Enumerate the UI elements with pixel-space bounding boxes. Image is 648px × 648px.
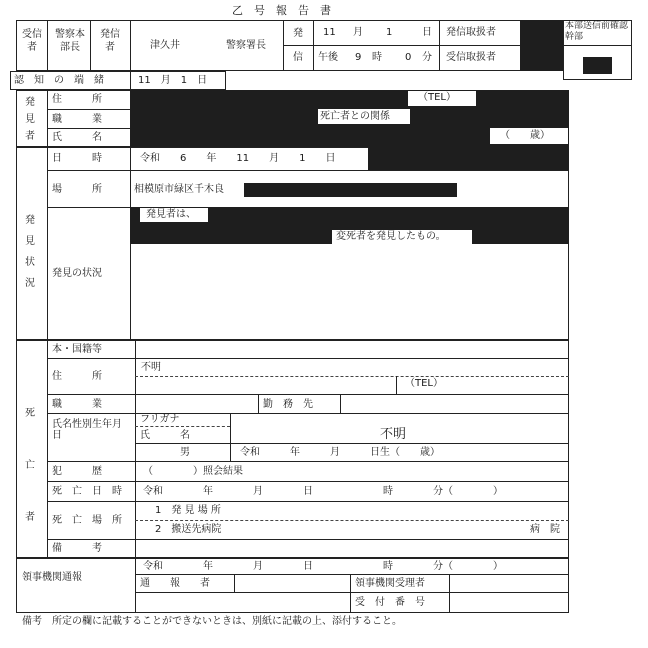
shin-label: 信 bbox=[293, 52, 303, 63]
deceased-name-value: 不明 bbox=[380, 427, 407, 442]
sender-label: 発信者 bbox=[100, 29, 120, 53]
deceased-address-label: 住 所 bbox=[52, 371, 102, 382]
record-value: （ ）照会結果 bbox=[143, 466, 243, 477]
send-pm: 午後 bbox=[318, 52, 338, 63]
situation-section-label: 発見状況 bbox=[25, 215, 35, 289]
hospital-label: 病 院 bbox=[530, 524, 560, 535]
send-hour: 9 bbox=[355, 52, 362, 63]
hatsu-label: 発 bbox=[293, 28, 303, 39]
consulate-datetime: 令和 年 月 日 時 分（ ） bbox=[143, 561, 503, 572]
deceased-address-value: 不明 bbox=[141, 362, 161, 373]
death-time-value: 令和 年 月 日 時 分（ ） bbox=[143, 486, 503, 497]
hq-stamp-redaction bbox=[583, 57, 612, 74]
record-label: 犯 歴 bbox=[52, 466, 102, 477]
situation-datetime: 令和 6 年 11 月 1 日 bbox=[140, 153, 336, 164]
police-hq-label: 警察本部長 bbox=[55, 29, 85, 53]
discoverer-address-label: 住 所 bbox=[52, 94, 102, 105]
remarks-label: 備 考 bbox=[52, 543, 102, 554]
discoverer-age: （ 歳） bbox=[500, 130, 550, 141]
consulate-reporter-label: 通 報 者 bbox=[140, 578, 210, 589]
consulate-receiver-label: 領事機関受理者 bbox=[355, 578, 425, 589]
send-day: 1 bbox=[386, 27, 393, 38]
death-time-label: 死 亡 日 時 bbox=[52, 486, 122, 497]
discoverer-relation: 死亡者との関係 bbox=[320, 111, 390, 122]
footnote: 備考 所定の欄に記載することができないときは、別紙に記載の上、添付すること。 bbox=[22, 616, 402, 627]
deceased-name-label: 氏 名 bbox=[140, 430, 190, 441]
document-title: 乙 号 報 告 書 bbox=[232, 4, 331, 17]
situation-place-label: 場 所 bbox=[52, 184, 102, 195]
send-month: 11 bbox=[323, 27, 336, 38]
deceased-sex: 男 bbox=[180, 447, 190, 458]
discoverer-tel: （TEL） bbox=[418, 92, 456, 103]
death-place-label: 死 亡 場 所 bbox=[52, 515, 122, 526]
police-chief-label: 警察署長 bbox=[226, 40, 266, 51]
deceased-name-block-label: 氏名性別生年月日 bbox=[52, 419, 122, 441]
deceased-domicile-label: 本・国籍等 bbox=[52, 344, 102, 355]
send-hour-unit: 時 bbox=[372, 52, 382, 63]
send-handler-label: 発信取扱者 bbox=[446, 27, 496, 38]
situation-detail-line2: 変死者を発見したもの。 bbox=[336, 231, 446, 242]
deceased-section-label: 死亡者 bbox=[25, 408, 35, 523]
deceased-tel: （TEL） bbox=[405, 378, 443, 389]
situation-detail-line1: 発見者は、 bbox=[146, 209, 196, 220]
send-day-unit: 日 bbox=[422, 27, 432, 38]
place-redaction bbox=[244, 183, 457, 197]
send-min-unit: 分 bbox=[422, 52, 432, 63]
receiver-label: 受信者 bbox=[22, 29, 42, 53]
death-place-2: 2 搬送先病院 bbox=[155, 524, 222, 535]
consulate-label: 領事機関通報 bbox=[22, 572, 82, 583]
furigana-label: フリガナ bbox=[140, 414, 180, 425]
discoverer-name-label: 氏 名 bbox=[52, 132, 102, 143]
hq-officer-label: 本部送信前確認幹部 bbox=[565, 21, 629, 42]
datetime-redaction bbox=[368, 147, 569, 170]
send-month-unit: 月 bbox=[353, 27, 363, 38]
consulate-number-label: 受 付 番 号 bbox=[355, 597, 425, 608]
redaction bbox=[520, 20, 563, 71]
discoverer-occupation-label: 職 業 bbox=[52, 114, 102, 125]
recv-handler-label: 受信取扱者 bbox=[446, 52, 496, 63]
deceased-birth: 令和 年 月 日生（ 歳） bbox=[240, 447, 440, 458]
awareness-date: 11 月 1 日 bbox=[138, 75, 208, 86]
discoverer-section-label: 発見者 bbox=[25, 97, 35, 142]
situation-datetime-label: 日 時 bbox=[52, 153, 102, 164]
situation-detail-label: 発見の状況 bbox=[52, 268, 102, 279]
send-min: 0 bbox=[405, 52, 412, 63]
situation-place: 相模原市緑区千木良 bbox=[134, 184, 224, 195]
awareness-label: 認 知 の 端 緒 bbox=[14, 75, 104, 86]
sender-name: 津久井 bbox=[150, 40, 180, 51]
deceased-workplace-label: 勤 務 先 bbox=[263, 399, 313, 410]
deceased-occupation-label: 職 業 bbox=[52, 399, 102, 410]
death-place-1: 1 発 見 場 所 bbox=[155, 505, 221, 516]
